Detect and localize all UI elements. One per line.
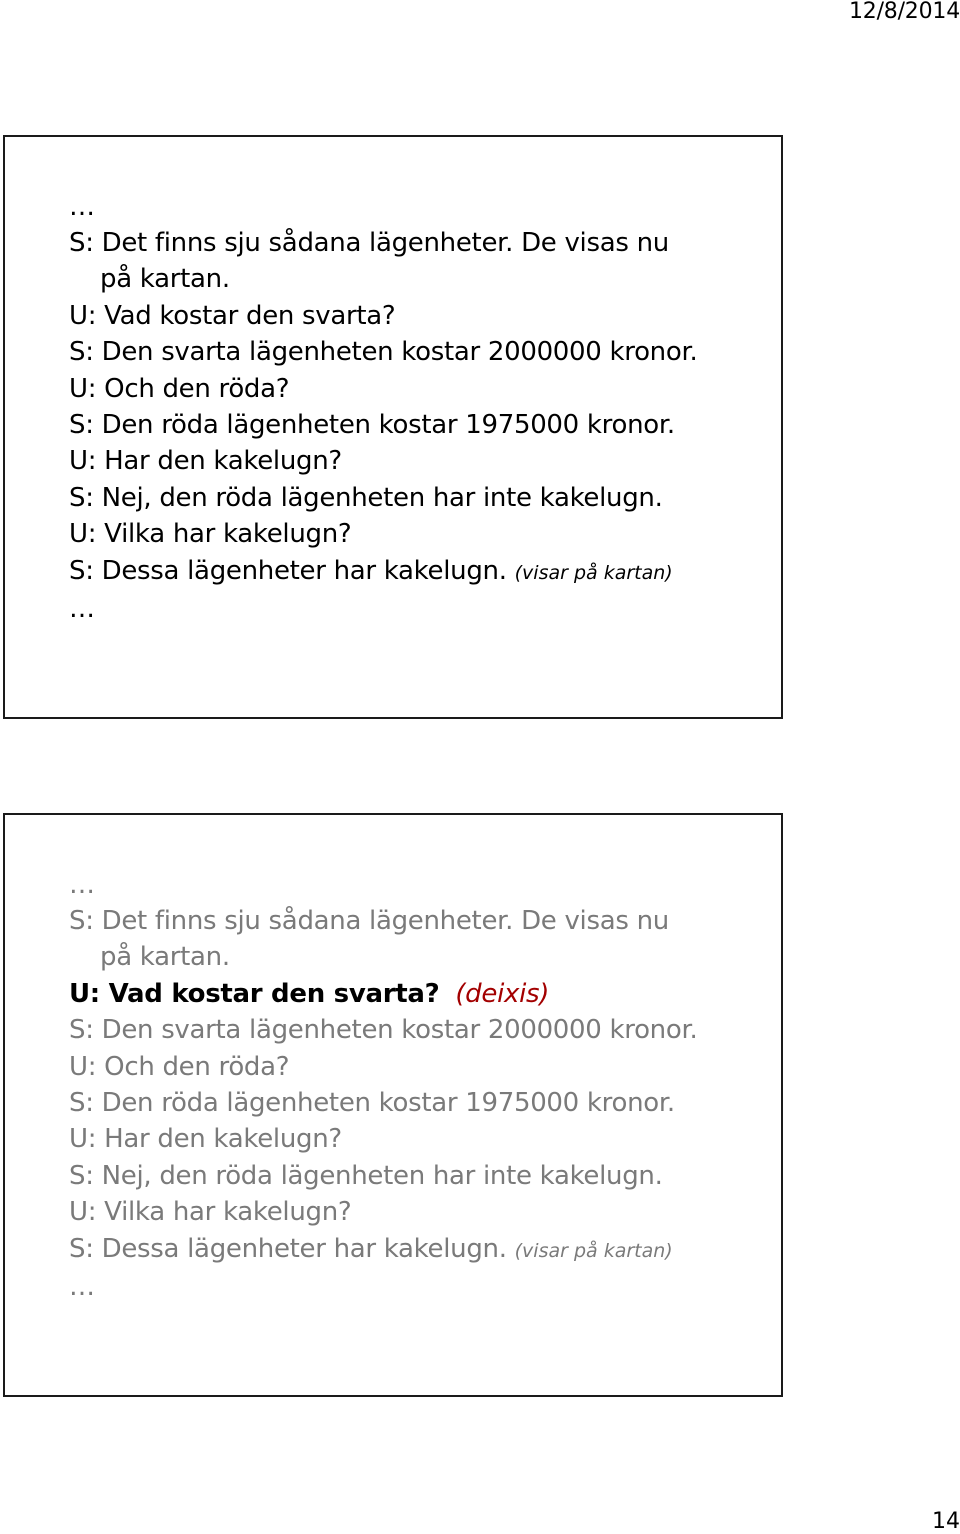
dialogue-line: S: Det finns sju sådana lägenheter. De visas nu bbox=[69, 228, 669, 258]
dialogue-line-highlighted bbox=[69, 976, 769, 1012]
dialogue-line: U: Vad kostar den svarta? bbox=[69, 300, 396, 331]
slide-2 bbox=[3, 813, 783, 1397]
dialogue-line: S: Den svarta lägenheten kostar 2000000 kronor. bbox=[69, 1015, 698, 1046]
dialogue-line: S: Den röda lägenheten kostar 1975000 kronor. bbox=[69, 410, 675, 441]
dialogue-transcript bbox=[69, 189, 769, 627]
dialogue-line-continuation: på kartan. bbox=[100, 264, 230, 295]
dialogue-line: U: Har den kakelugn? bbox=[69, 446, 342, 477]
stage-note: (visar på kartan) bbox=[514, 561, 673, 584]
ellipsis-end: … bbox=[69, 1272, 95, 1303]
dialogue-line-with-note bbox=[69, 1231, 769, 1269]
dialogue-line-text: S: Dessa lägenheter har kakelugn. bbox=[69, 555, 507, 586]
dialogue-line: U: Och den röda? bbox=[69, 373, 290, 404]
dialogue-line: U: Har den kakelugn? bbox=[69, 1124, 342, 1155]
page-date: 12/8/2014 bbox=[848, 0, 960, 24]
stage-note: (visar på kartan) bbox=[514, 1239, 673, 1262]
dialogue-line: S: Den röda lägenheten kostar 1975000 kronor. bbox=[69, 1088, 675, 1119]
ellipsis-start: … bbox=[69, 192, 95, 222]
dialogue-line-with-note bbox=[69, 553, 769, 591]
dialogue-transcript bbox=[69, 867, 769, 1305]
dialogue-line: U: Vilka har kakelugn? bbox=[69, 519, 352, 550]
slide-1 bbox=[3, 135, 783, 719]
page-number: 14 bbox=[932, 1509, 960, 1534]
dialogue-line: S: Det finns sju sådana lägenheter. De visas nu bbox=[69, 906, 669, 936]
dialogue-line: S: Nej, den röda lägenheten har inte kakelugn. bbox=[69, 482, 663, 513]
dialogue-line: U: Och den röda? bbox=[69, 1051, 290, 1082]
dialogue-line-continuation: på kartan. bbox=[100, 942, 230, 973]
dialogue-line: S: Nej, den röda lägenheten har inte kakelugn. bbox=[69, 1160, 663, 1191]
highlighted-line-text: U: Vad kostar den svarta? bbox=[69, 978, 440, 1009]
dialogue-line: S: Den svarta lägenheten kostar 2000000 kronor. bbox=[69, 337, 698, 368]
dialogue-line-text: S: Dessa lägenheter har kakelugn. bbox=[69, 1233, 507, 1264]
ellipsis-start: … bbox=[69, 870, 95, 900]
ellipsis-end: … bbox=[69, 594, 95, 625]
dialogue-line: U: Vilka har kakelugn? bbox=[69, 1197, 352, 1228]
deixis-note: (deixis) bbox=[455, 978, 550, 1009]
